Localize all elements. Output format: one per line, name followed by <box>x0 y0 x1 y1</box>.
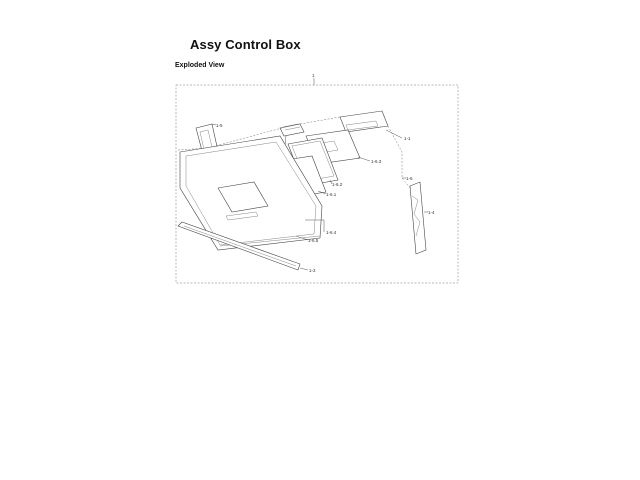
callout-panel-frame: 1-6.4 <box>326 230 337 235</box>
right-cover-part <box>410 182 435 254</box>
callout-side-bracket: 1-5 <box>216 123 223 128</box>
section-title: Exploded View <box>175 62 225 69</box>
callout-pcb-board: 1-6.3 <box>371 159 382 164</box>
callout-bottom-rail: 1-2 <box>309 268 316 273</box>
callout-touch-window: 1-6.1 <box>326 192 337 197</box>
callout-display-window: 1-1 <box>404 136 411 141</box>
callout-panel-label: 1-6.5 <box>308 238 319 243</box>
callout-harness-bracket: 1-6 <box>406 176 413 181</box>
connection-line-top <box>300 117 340 124</box>
page-title: Assy Control Box <box>190 37 301 52</box>
callout-right-cover: 1-4 <box>428 210 435 215</box>
callout-touch-film: 1-6.2 <box>332 182 343 187</box>
callout-assembly: 1 <box>312 73 315 78</box>
